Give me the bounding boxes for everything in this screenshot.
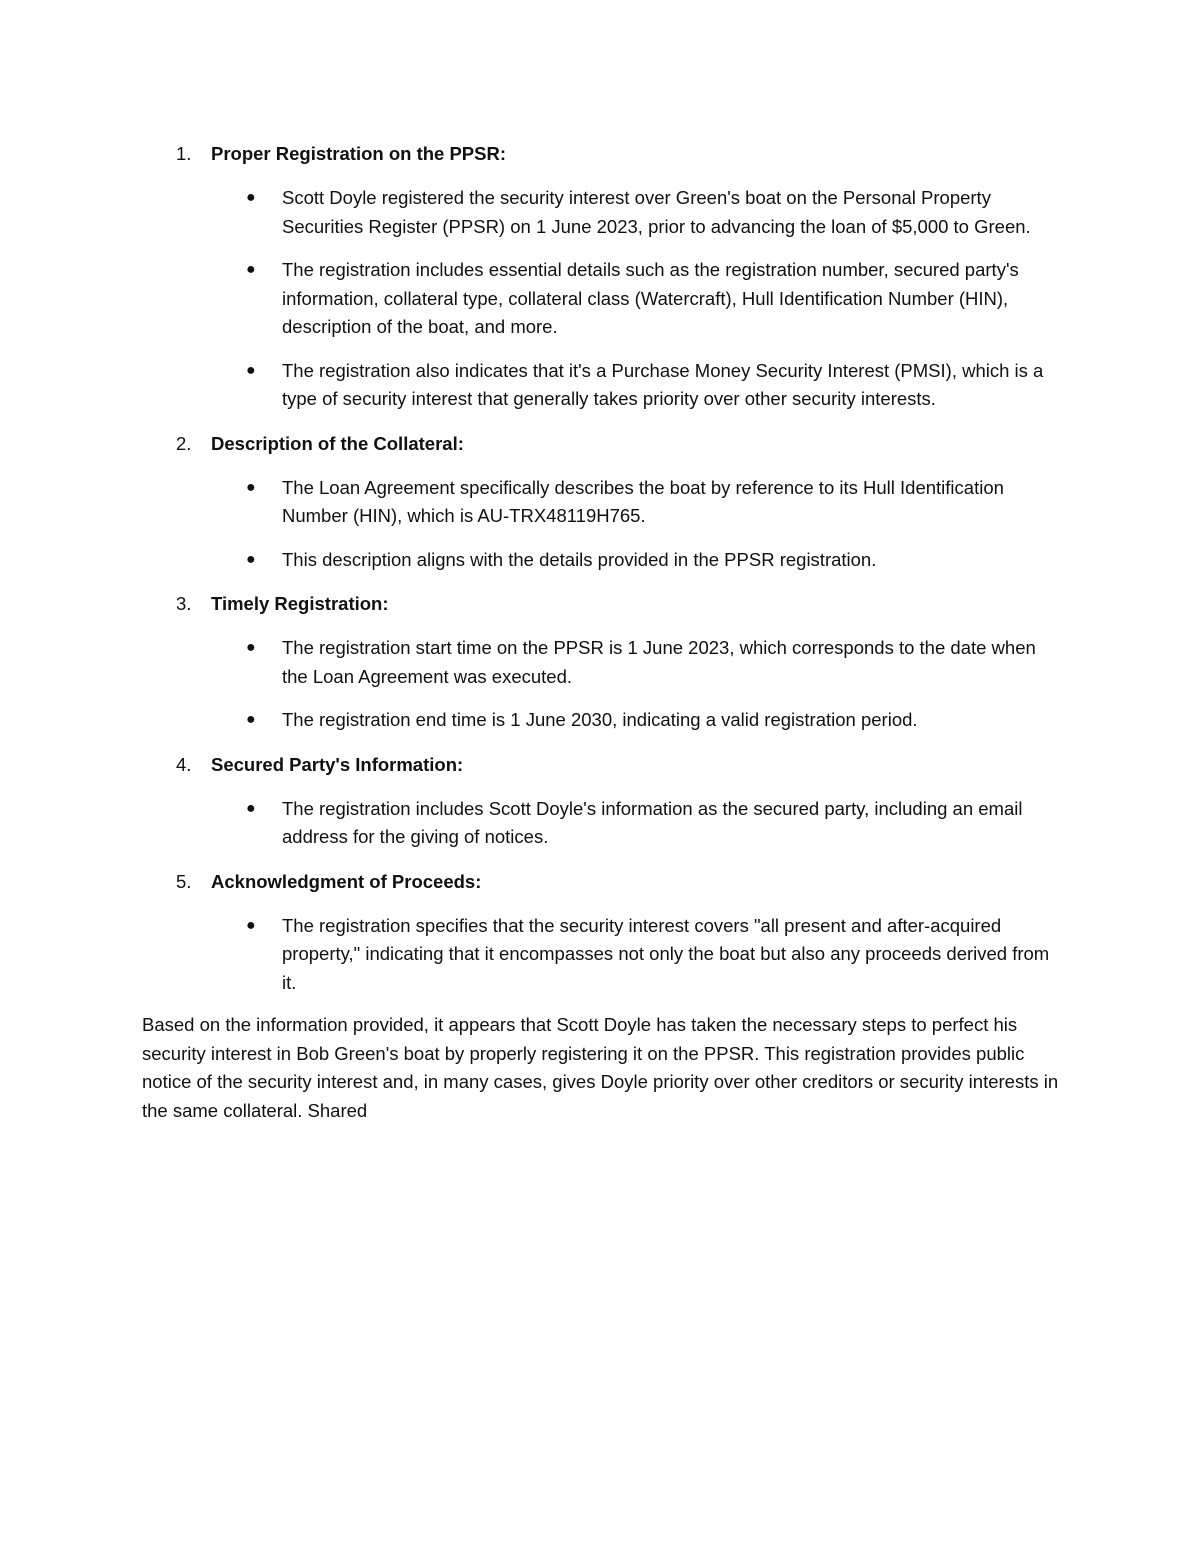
section-number: 1.	[176, 143, 192, 164]
bullet-list	[142, 795, 1062, 852]
section-heading	[142, 590, 1062, 618]
bullet-item	[142, 546, 1062, 575]
section-title: Description of the Collateral:	[211, 432, 464, 454]
bullet-item	[142, 912, 1062, 998]
section-heading	[142, 140, 1062, 168]
bullet-icon: ●	[246, 261, 256, 278]
bullet-text: Scott Doyle registered the security interest over Green's boat on the Personal Property Securities Register (PPSR) on 1 June 2023, prior to advancing the loan of $5,000 to Green.	[282, 187, 1031, 237]
section-title: Secured Party's Information:	[211, 753, 464, 775]
section-heading	[142, 751, 1062, 779]
bullet-item	[142, 184, 1062, 241]
bullet-item	[142, 474, 1062, 531]
bullet-text: The registration end time is 1 June 2030, indicating a valid registration period.	[282, 709, 918, 730]
bullet-text: The registration includes essential details such as the registration number, secured party's information, collateral type, collateral class (Watercraft), Hull Identification Number (HIN), description of the boat, and more.	[282, 259, 1019, 337]
bullet-item	[142, 357, 1062, 414]
bullet-list	[142, 912, 1062, 998]
bullet-text: The registration specifies that the security interest covers "all present and after-acquired property," indicating that it encompasses not only the boat but also any proceeds derived from it.	[282, 914, 1050, 993]
bullet-text: The registration start time on the PPSR is 1 June 2023, which corresponds to the date when the Loan Agreement was executed.	[282, 637, 1036, 687]
bullet-text: The registration also indicates that it's a Purchase Money Security Interest (PMSI), which is a type of security interest that generally takes priority over other security interests.	[282, 359, 1044, 409]
bullet-item	[142, 706, 1062, 735]
section-title: Proper Registration on the PPSR:	[211, 143, 507, 164]
bullet-icon: ●	[246, 711, 256, 728]
section-collateral-description	[142, 430, 1062, 575]
bullet-text: This description aligns with the details provided in the PPSR registration.	[282, 548, 877, 570]
bullet-icon: ●	[246, 189, 256, 206]
section-title: Timely Registration:	[211, 593, 389, 614]
bullet-item	[142, 795, 1062, 852]
section-number: 3.	[176, 593, 192, 614]
closing-paragraph: Based on the information provided, it appears that Scott Doyle has taken the necessary steps to perfect his security interest in Bob Green's boat by properly registering it on the PPSR. This registration provides public notice of the security interest and, in many cases, gives Doyle priority over other creditors or security interests in the same collateral. Shared	[142, 1014, 1059, 1121]
section-heading	[142, 430, 1062, 458]
bullet-item	[142, 634, 1062, 691]
section-secured-party	[142, 751, 1062, 852]
section-proper-registration	[142, 140, 1062, 414]
bullet-list	[142, 634, 1062, 735]
bullet-icon: ●	[246, 361, 256, 379]
bullet-icon: ●	[246, 916, 256, 934]
section-number: 5.	[176, 870, 192, 892]
section-proceeds	[142, 868, 1062, 998]
bullet-icon: ●	[246, 639, 256, 656]
bullet-icon: ●	[246, 478, 256, 496]
bullet-text: The Loan Agreement specifically describes the boat by reference to its Hull Identification Number (HIN), which is AU-TRX48119H765.	[282, 476, 1004, 526]
bullet-icon: ●	[246, 799, 256, 817]
bullet-list	[142, 184, 1062, 414]
bullet-icon: ●	[246, 550, 256, 568]
section-heading	[142, 868, 1062, 896]
bullet-list	[142, 474, 1062, 575]
bullet-text: The registration includes Scott Doyle's information as the secured party, including an email address for the giving of notices.	[282, 797, 1023, 847]
section-title: Acknowledgment of Proceeds:	[211, 870, 482, 892]
document-body	[142, 140, 1062, 1144]
section-number: 2.	[176, 432, 192, 454]
section-timely-registration	[142, 590, 1062, 735]
section-number: 4.	[176, 753, 192, 775]
bullet-item	[142, 256, 1062, 342]
